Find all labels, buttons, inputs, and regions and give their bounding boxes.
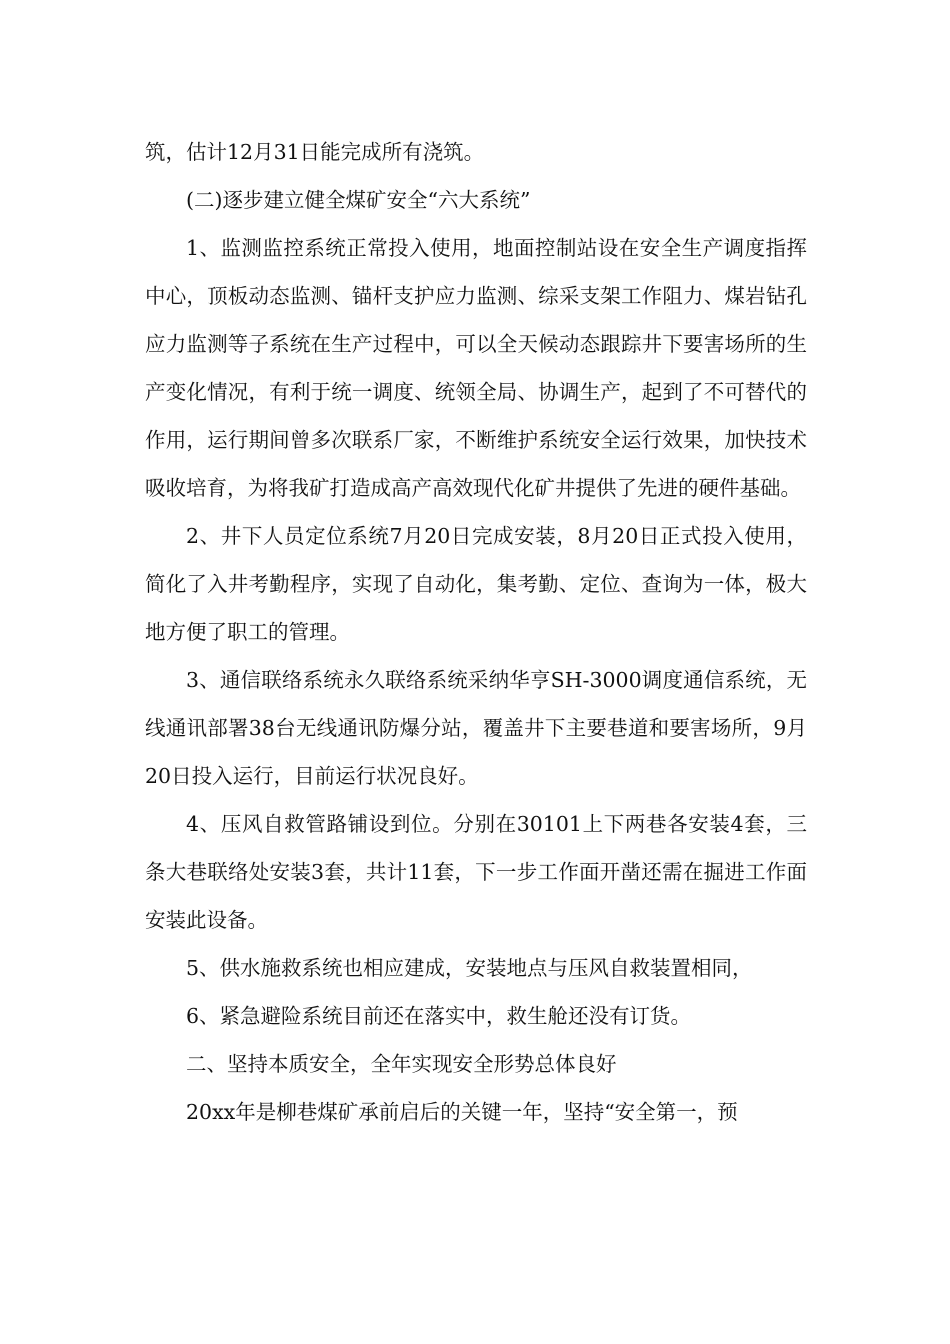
paragraph-monitoring-system: 1、监测监控系统正常投入使用，地面控制站设在安全生产调度指挥中心，顶板动态监测、锚杆支护应力监测、综采支架工作阻力、煤岩钻孔应力监测等子系统在生产过程中，可以全天候动态跟踪井下要害场所的生产变化情况，有利于统一调度、统领全局、协调生产，起到了不可替代的作用，运行期间曾多次联系厂家，不断维护系统安全运行效果，加快技术吸收培育，为将我矿打造成高产高效现代化矿井提供了先进的硬件基础。 bbox=[145, 236, 807, 500]
paragraph-communication-system: 3、通信联络系统永久联络系统采纳华亨SH-3000调度通信系统，无线通讯部署38台无线通讯防爆分站，覆盖井下主要巷道和要害场所，9月20日投入运行，目前运行状况良好。 bbox=[145, 668, 807, 788]
paragraph-emergency-refuge: 6、紧急避险系统目前还在落实中，救生舱还没有订货。 bbox=[186, 1004, 692, 1028]
paragraph-water-supply: 5、供水施救系统也相应建成，安装地点与压风自救装置相同， bbox=[186, 956, 753, 980]
document-body bbox=[145, 128, 807, 1136]
paragraph-key-year: 20xx年是柳巷煤矿承前启后的关键一年，坚持“安全第一，预 bbox=[186, 1100, 738, 1124]
paragraph-personnel-positioning: 2、井下人员定位系统7月20日完成安装，8月20日正式投入使用，简化了入井考勤程序，实现了自动化，集考勤、定位、查询为一体，极大地方便了职工的管理。 bbox=[145, 524, 807, 644]
heading-essential-safety: 二、坚持本质安全，全年实现安全形势总体良好 bbox=[186, 1052, 617, 1076]
heading-six-systems: (二)逐步建立健全煤矿安全“六大系统” bbox=[186, 188, 531, 212]
paragraph-compressed-air: 4、压风自救管路铺设到位。分别在30101上下两巷各安装4套，三条大巷联络处安装3套，共计11套，下一步工作面开凿还需在掘进工作面安装此设备。 bbox=[145, 812, 807, 932]
paragraph-1: 筑，估计12月31日能完成所有浇筑。 bbox=[145, 140, 485, 164]
